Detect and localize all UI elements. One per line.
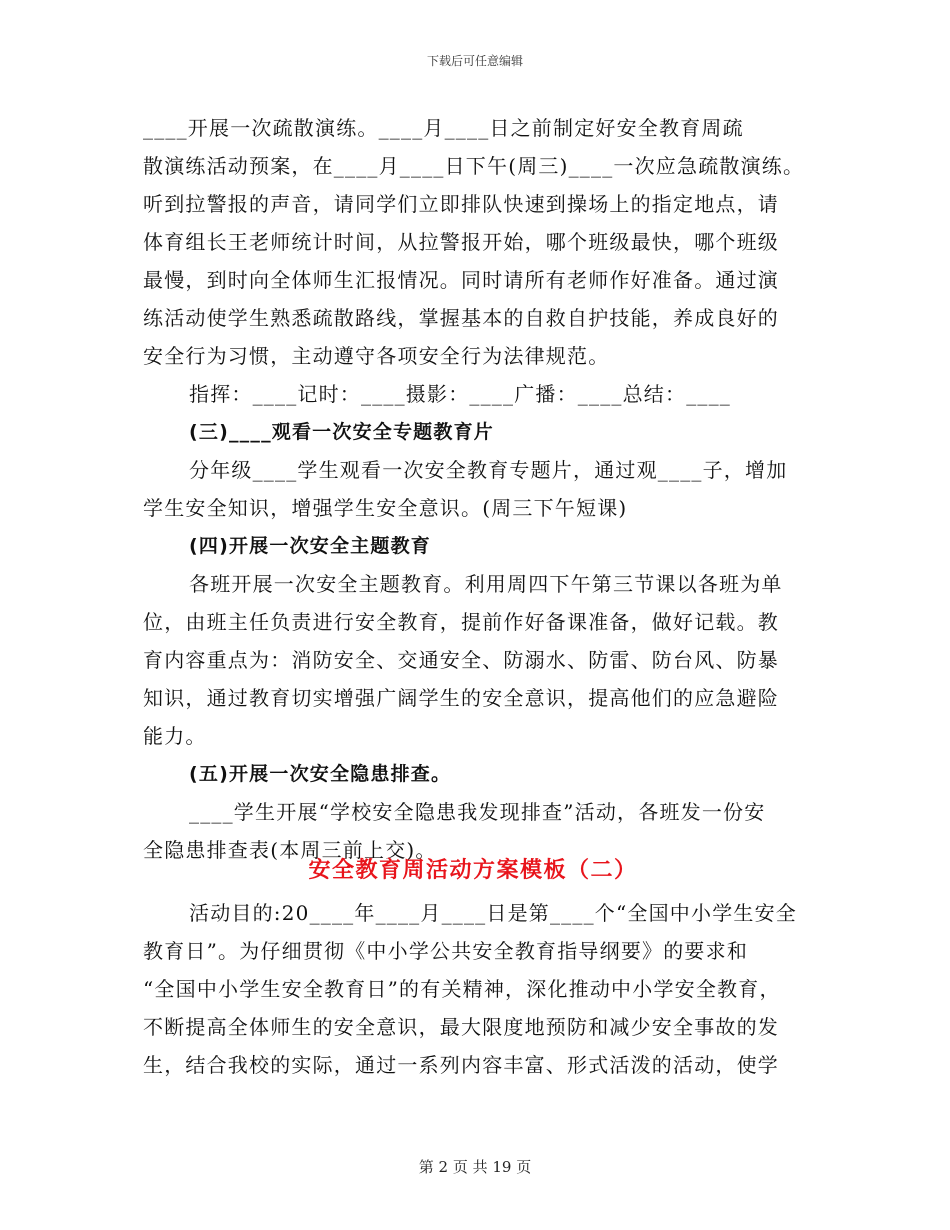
paragraph-line: 各班开展一次安全主题教育。利用周四下午第三节课以各班为单 bbox=[189, 572, 783, 596]
paragraph-line: 安全行为习惯，主动遵守各项安全行为法律规范。 bbox=[143, 344, 610, 368]
section-heading-3: (三)____观看一次安全专题教育片 bbox=[189, 421, 494, 443]
paragraph-line: 听到拉警报的声音，请同学们立即排队快速到操场上的指定地点，请 bbox=[143, 192, 779, 216]
paragraph-line: 不断提高全体师生的安全意识，最大限度地预防和减少安全事故的发 bbox=[143, 1015, 779, 1039]
roles-line: 指挥：____记时：____摄影：____广播：____总结：____ bbox=[189, 382, 731, 406]
paragraph-line: 育内容重点为：消防安全、交通安全、防溺水、防雷、防台风、防暴 bbox=[143, 648, 779, 672]
paragraph-line: 位，由班主任负责进行安全教育，提前作好备课准备，做好记载。教 bbox=[143, 610, 779, 634]
page-footer: 第 2 页 共 19 页 bbox=[418, 1158, 532, 1176]
paragraph-line: 生，结合我校的实际，通过一系列内容丰富、形式活泼的活动，使学 bbox=[143, 1053, 779, 1077]
paragraph-line: 知识，通过教育切实增强广阔学生的安全意识，提高他们的应急避险 bbox=[143, 686, 779, 710]
paragraph-line: 散演练活动预案，在____月____日下午(周三)____一次应急疏散演练。 bbox=[143, 154, 805, 178]
paragraph-line: 全隐患排查表(本周三前上交)。 bbox=[143, 838, 437, 862]
paragraph-line: 活动目的:20____年____月____日是第____个“全国中小学生安全 bbox=[189, 901, 798, 925]
paragraph-line: “全国中小学生安全教育日”的有关精神，深化推动中小学安全教育， bbox=[143, 977, 781, 1001]
paragraph-line: 最慢，到时向全体师生汇报情况。同时请所有老师作好准备。通过演 bbox=[143, 268, 779, 292]
paragraph-line: 分年级____学生观看一次安全教育专题片，通过观____子，增加 bbox=[189, 458, 788, 482]
section-title: 安全教育周活动方案模板（二） bbox=[308, 858, 638, 883]
paragraph-line: 体育组长王老师统计时间，从拉警报开始，哪个班级最快，哪个班级 bbox=[143, 230, 779, 254]
section-heading-4: (四)开展一次安全主题教育 bbox=[189, 535, 431, 557]
paragraph-line: 能力。 bbox=[143, 724, 207, 748]
paragraph-line: 学生安全知识，增强学生安全意识。(周三下午短课) bbox=[143, 496, 628, 520]
page-header: 下载后可任意编辑 bbox=[426, 54, 523, 68]
paragraph-line: ____学生开展“学校安全隐患我发现排查”活动，各班发一份安 bbox=[189, 800, 766, 824]
paragraph-line: 练活动使学生熟悉疏散路线，掌握基本的自救自护技能，养成良好的 bbox=[143, 306, 779, 330]
paragraph-line: 教育日”。为仔细贯彻《中小学公共安全教育指导纲要》的要求和 bbox=[143, 939, 749, 963]
paragraph-line: ____开展一次疏散演练。____月____日之前制定好安全教育周疏 bbox=[143, 116, 744, 140]
section-heading-5: (五)开展一次安全隐患排查。 bbox=[189, 763, 452, 785]
